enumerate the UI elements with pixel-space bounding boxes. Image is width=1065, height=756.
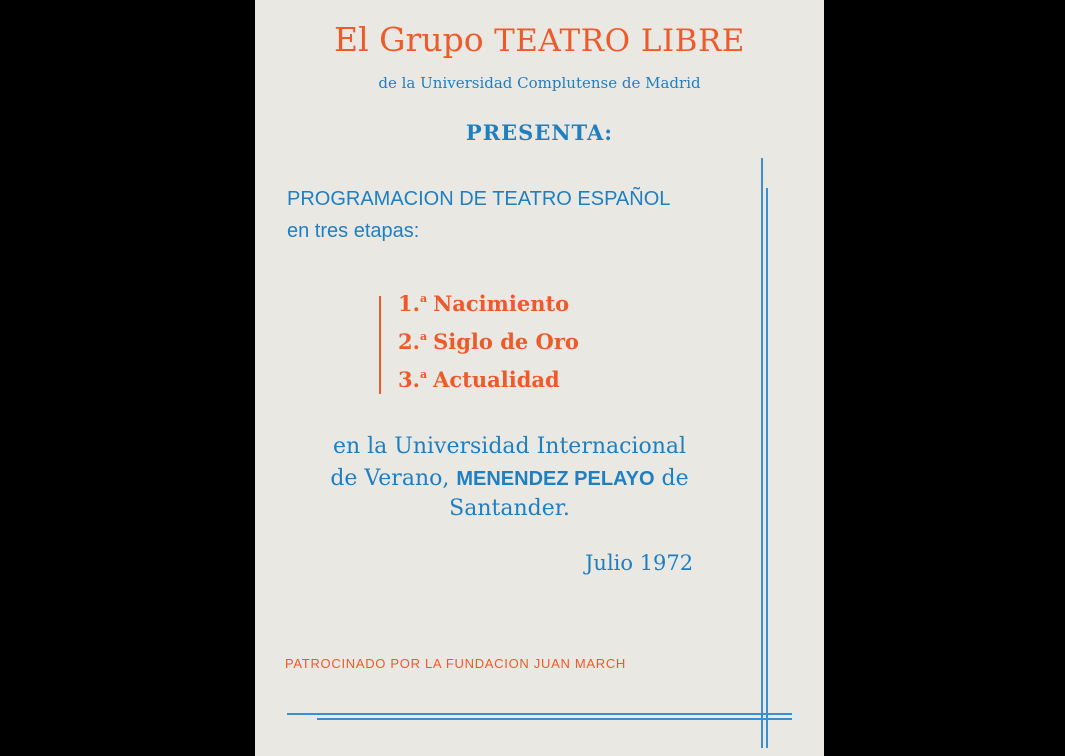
stage-label: Nacimiento — [433, 291, 570, 316]
stage-ordinal: a — [419, 368, 428, 381]
title-prefix: El Grupo — [334, 20, 484, 59]
sponsor-line: PATROCINADO POR LA FUNDACION JUAN MARCH — [285, 656, 627, 671]
stage-number: 3. — [398, 367, 420, 392]
event-date: Julio 1972 — [585, 551, 694, 575]
venue-highlight: MENENDEZ PELAYO — [456, 468, 655, 490]
stage-item — [398, 367, 560, 392]
venue-text: de Verano, — [330, 466, 450, 491]
stage-number: 1. — [398, 291, 420, 316]
border-vertical-line — [761, 158, 763, 748]
poster-subtitle: de la Universidad Complutense de Madrid — [378, 74, 701, 92]
border-horizontal-line — [287, 713, 792, 715]
border-horizontal-line — [317, 718, 792, 720]
stage-ordinal: a — [419, 292, 428, 305]
title-group-name: TEATRO LIBRE — [494, 23, 745, 59]
venue-line-2 — [255, 466, 764, 491]
stage-item — [398, 329, 579, 354]
border-vertical-line — [766, 188, 768, 748]
stages-bracket-line — [379, 296, 381, 394]
program-subtitle: en tres etapas: — [287, 220, 420, 242]
program-title: PROGRAMACION DE TEATRO ESPAÑOL — [287, 188, 671, 210]
venue-line-3: Santander. — [449, 496, 570, 521]
stage-item — [398, 291, 569, 316]
stage-label: Actualidad — [433, 367, 560, 392]
stage-ordinal: a — [419, 330, 428, 343]
stage-label: Siglo de Oro — [433, 329, 579, 354]
venue-text: de — [661, 466, 689, 491]
stage-number: 2. — [398, 329, 420, 354]
poster-title — [255, 20, 824, 59]
presenta-heading: PRESENTA: — [465, 120, 614, 145]
poster-page — [255, 0, 824, 756]
venue-line-1: en la Universidad Internacional — [332, 434, 687, 459]
